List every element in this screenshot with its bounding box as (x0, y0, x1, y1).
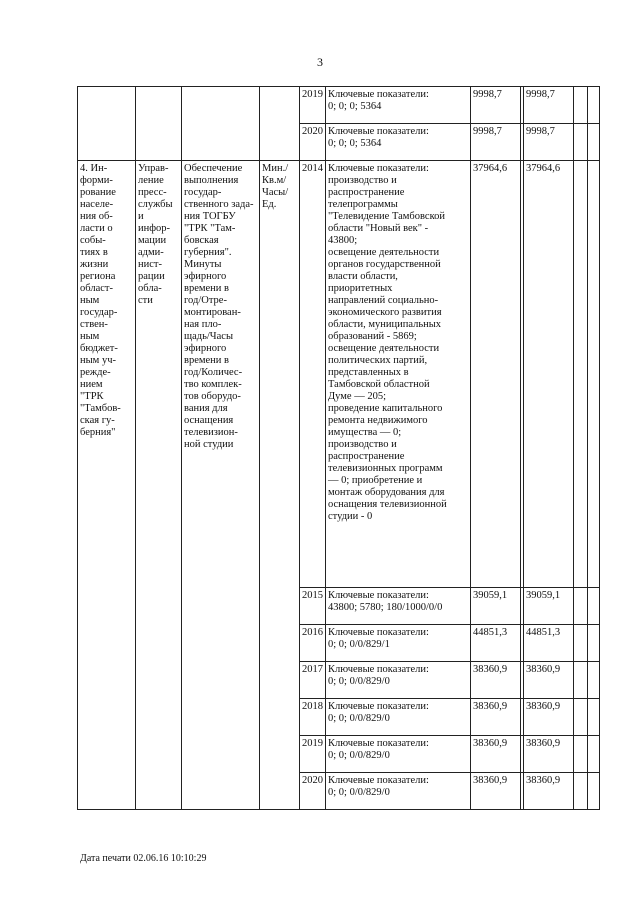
value-cell: 9998,7 (524, 124, 574, 161)
value-cell: 9998,7 (524, 87, 574, 124)
year-cell: 2017 (300, 662, 326, 699)
value-cell: 38360,9 (524, 736, 574, 773)
responsible-cell: Управ- ление пресс- службы и инфор- мации адми- нист- рации обла- сти (136, 161, 182, 810)
indicators-cell: Ключевые показатели: 0; 0; 0/0/829/0 (326, 736, 471, 773)
value-cell: 38360,9 (471, 699, 521, 736)
value-cell: 38360,9 (471, 736, 521, 773)
year-cell: 2016 (300, 625, 326, 662)
value-cell: 9998,7 (471, 124, 521, 161)
table-row (78, 87, 600, 124)
year-cell: 2020 (300, 124, 326, 161)
value-cell: 37964,6 (471, 161, 521, 588)
value-cell: 38360,9 (524, 699, 574, 736)
value-cell: 37964,6 (524, 161, 574, 588)
year-cell: 2018 (300, 699, 326, 736)
year-cell: 2019 (300, 87, 326, 124)
indicators-cell: Ключевые показатели: производство и распространение телепрограммы "Телевидение Тамбовской области "Новый век" - 43800; освещение деятельности органов государственной власти области, приоритетных направлений социально- экономического развития области, муниципальных образований - 5869; освещение деятельности политических партий, представленных в Тамбовской областной Думе — 205; проведение капитального ремонта недвижимого имущества — 0; производство и распространение телевизионных программ — 0; приобретение и монтаж оборудования для оснащения телевизионной студии - 0 (326, 161, 471, 588)
value-cell: 38360,9 (471, 773, 521, 810)
value-cell: 39059,1 (524, 588, 574, 625)
indicators-cell: Ключевые показатели: 0; 0; 0; 5364 (326, 124, 471, 161)
value-cell: 44851,3 (471, 625, 521, 662)
indicators-cell: Ключевые показатели: 43800; 5780; 180/1000/0/0 (326, 588, 471, 625)
units-cell: Мин./ Кв.м/ Часы/ Ед. (260, 161, 300, 810)
year-cell: 2019 (300, 736, 326, 773)
service-cell: Обеспечение выполнения государ- ственного зада- ния ТОГБУ "ТРК "Там- бовская губерния". Минуты эфирного времени в год/Отре- монтирован- ная пло- щадь/Часы эфирного времени в год/Количес- тво комплек- тов оборудо- вания для оснащения телевизион- ной студии (182, 161, 260, 810)
indicators-cell: Ключевые показатели: 0; 0; 0; 5364 (326, 87, 471, 124)
page-number: 3 (317, 55, 323, 69)
value-cell: 39059,1 (471, 588, 521, 625)
indicators-cell: Ключевые показатели: 0; 0; 0/0/829/0 (326, 773, 471, 810)
value-cell: 38360,9 (471, 662, 521, 699)
year-cell: 2020 (300, 773, 326, 810)
year-cell: 2015 (300, 588, 326, 625)
value-cell: 38360,9 (524, 773, 574, 810)
value-cell: 38360,9 (524, 662, 574, 699)
table-row (78, 161, 600, 588)
indicators-cell: Ключевые показатели: 0; 0; 0/0/829/0 (326, 662, 471, 699)
indicators-cell: Ключевые показатели: 0; 0; 0/0/829/1 (326, 625, 471, 662)
year-cell: 2014 (300, 161, 326, 588)
value-cell: 9998,7 (471, 87, 521, 124)
value-cell: 44851,3 (524, 625, 574, 662)
print-date: Дата печати 02.06.16 10:10:29 (80, 853, 207, 864)
measure-title-cell: 4. Ин- форми- рование населе- ния об- ласти о собы- тиях в жизни региона област- ным государ- ствен- ным бюджет- ным уч- режде- нием "ТРК "Тамбов- ская гу- берния" (78, 161, 136, 810)
indicators-cell: Ключевые показатели: 0; 0; 0/0/829/0 (326, 699, 471, 736)
program-table (77, 86, 600, 810)
